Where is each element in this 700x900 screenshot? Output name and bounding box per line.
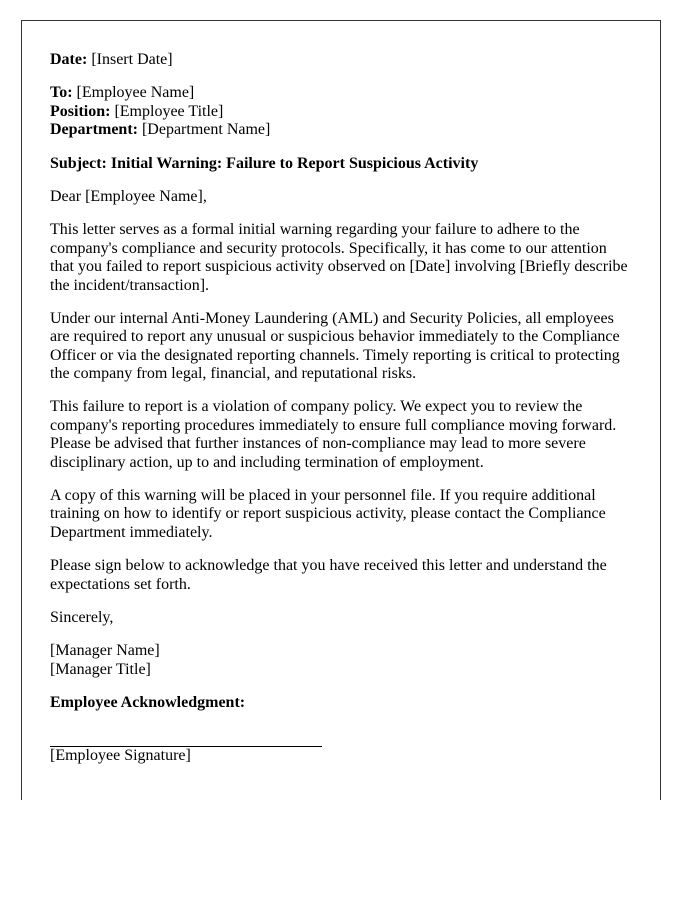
date-line <box>50 51 632 69</box>
closing: Sincerely, <box>50 608 114 626</box>
manager-name: [Manager Name] <box>50 642 160 660</box>
employee-signature-caption: [Employee Signature] <box>50 746 191 764</box>
department-label: Department: <box>50 121 138 139</box>
manager-title: [Manager Title] <box>50 660 151 678</box>
salutation: Dear [Employee Name], <box>50 187 207 205</box>
department-line <box>50 121 632 139</box>
position-line <box>50 103 632 121</box>
body-paragraph-3: This failure to report is a violation of company policy. We expect you to review the company's reporting procedures immediately to ensure full compliance moving forward. Please be advised that further instances of non-compliance may lead to more severe disciplinary action, up to and including termination of employment. <box>50 398 617 471</box>
body-paragraph-2: Under our internal Anti-Money Laundering (AML) and Security Policies, all employees are required to report any unusual or suspicious behavior immediately to the Compliance Officer or via the designated reporting channels. Timely reporting is critical to protecting the company from legal, financial, and reputational risks. <box>50 309 620 383</box>
body-paragraph-1: This letter serves as a formal initial warning regarding your failure to adhere to the company's compliance and security protocols. Specifically, it has come to our attention that you failed to report suspicious activity observed on [Date] involving [Briefly describe the incident/transaction]. <box>50 221 628 294</box>
to-value: [Employee Name] <box>76 84 195 102</box>
letter-document <box>21 20 661 800</box>
position-value: [Employee Title] <box>114 102 224 120</box>
date-label: Date: <box>50 51 88 68</box>
to-label: To: <box>50 84 73 102</box>
subject-line: Subject: Initial Warning: Failure to Report Suspicious Activity <box>50 154 479 172</box>
position-label: Position: <box>50 102 111 120</box>
recipient-block <box>50 84 632 139</box>
manager-signature-block <box>50 642 632 679</box>
department-value: [Department Name] <box>141 121 271 139</box>
to-line <box>50 84 632 102</box>
date-value: [Insert Date] <box>91 51 173 68</box>
body-paragraph-4: A copy of this warning will be placed in your personnel file. If you require additional training on how to identify or report suspicious activity, please contact the Compliance Department immediately. <box>50 487 606 541</box>
body-paragraph-5: Please sign below to acknowledge that you have received this letter and understand the expectations set forth. <box>50 557 607 593</box>
acknowledgment-heading: Employee Acknowledgment: <box>50 694 246 712</box>
